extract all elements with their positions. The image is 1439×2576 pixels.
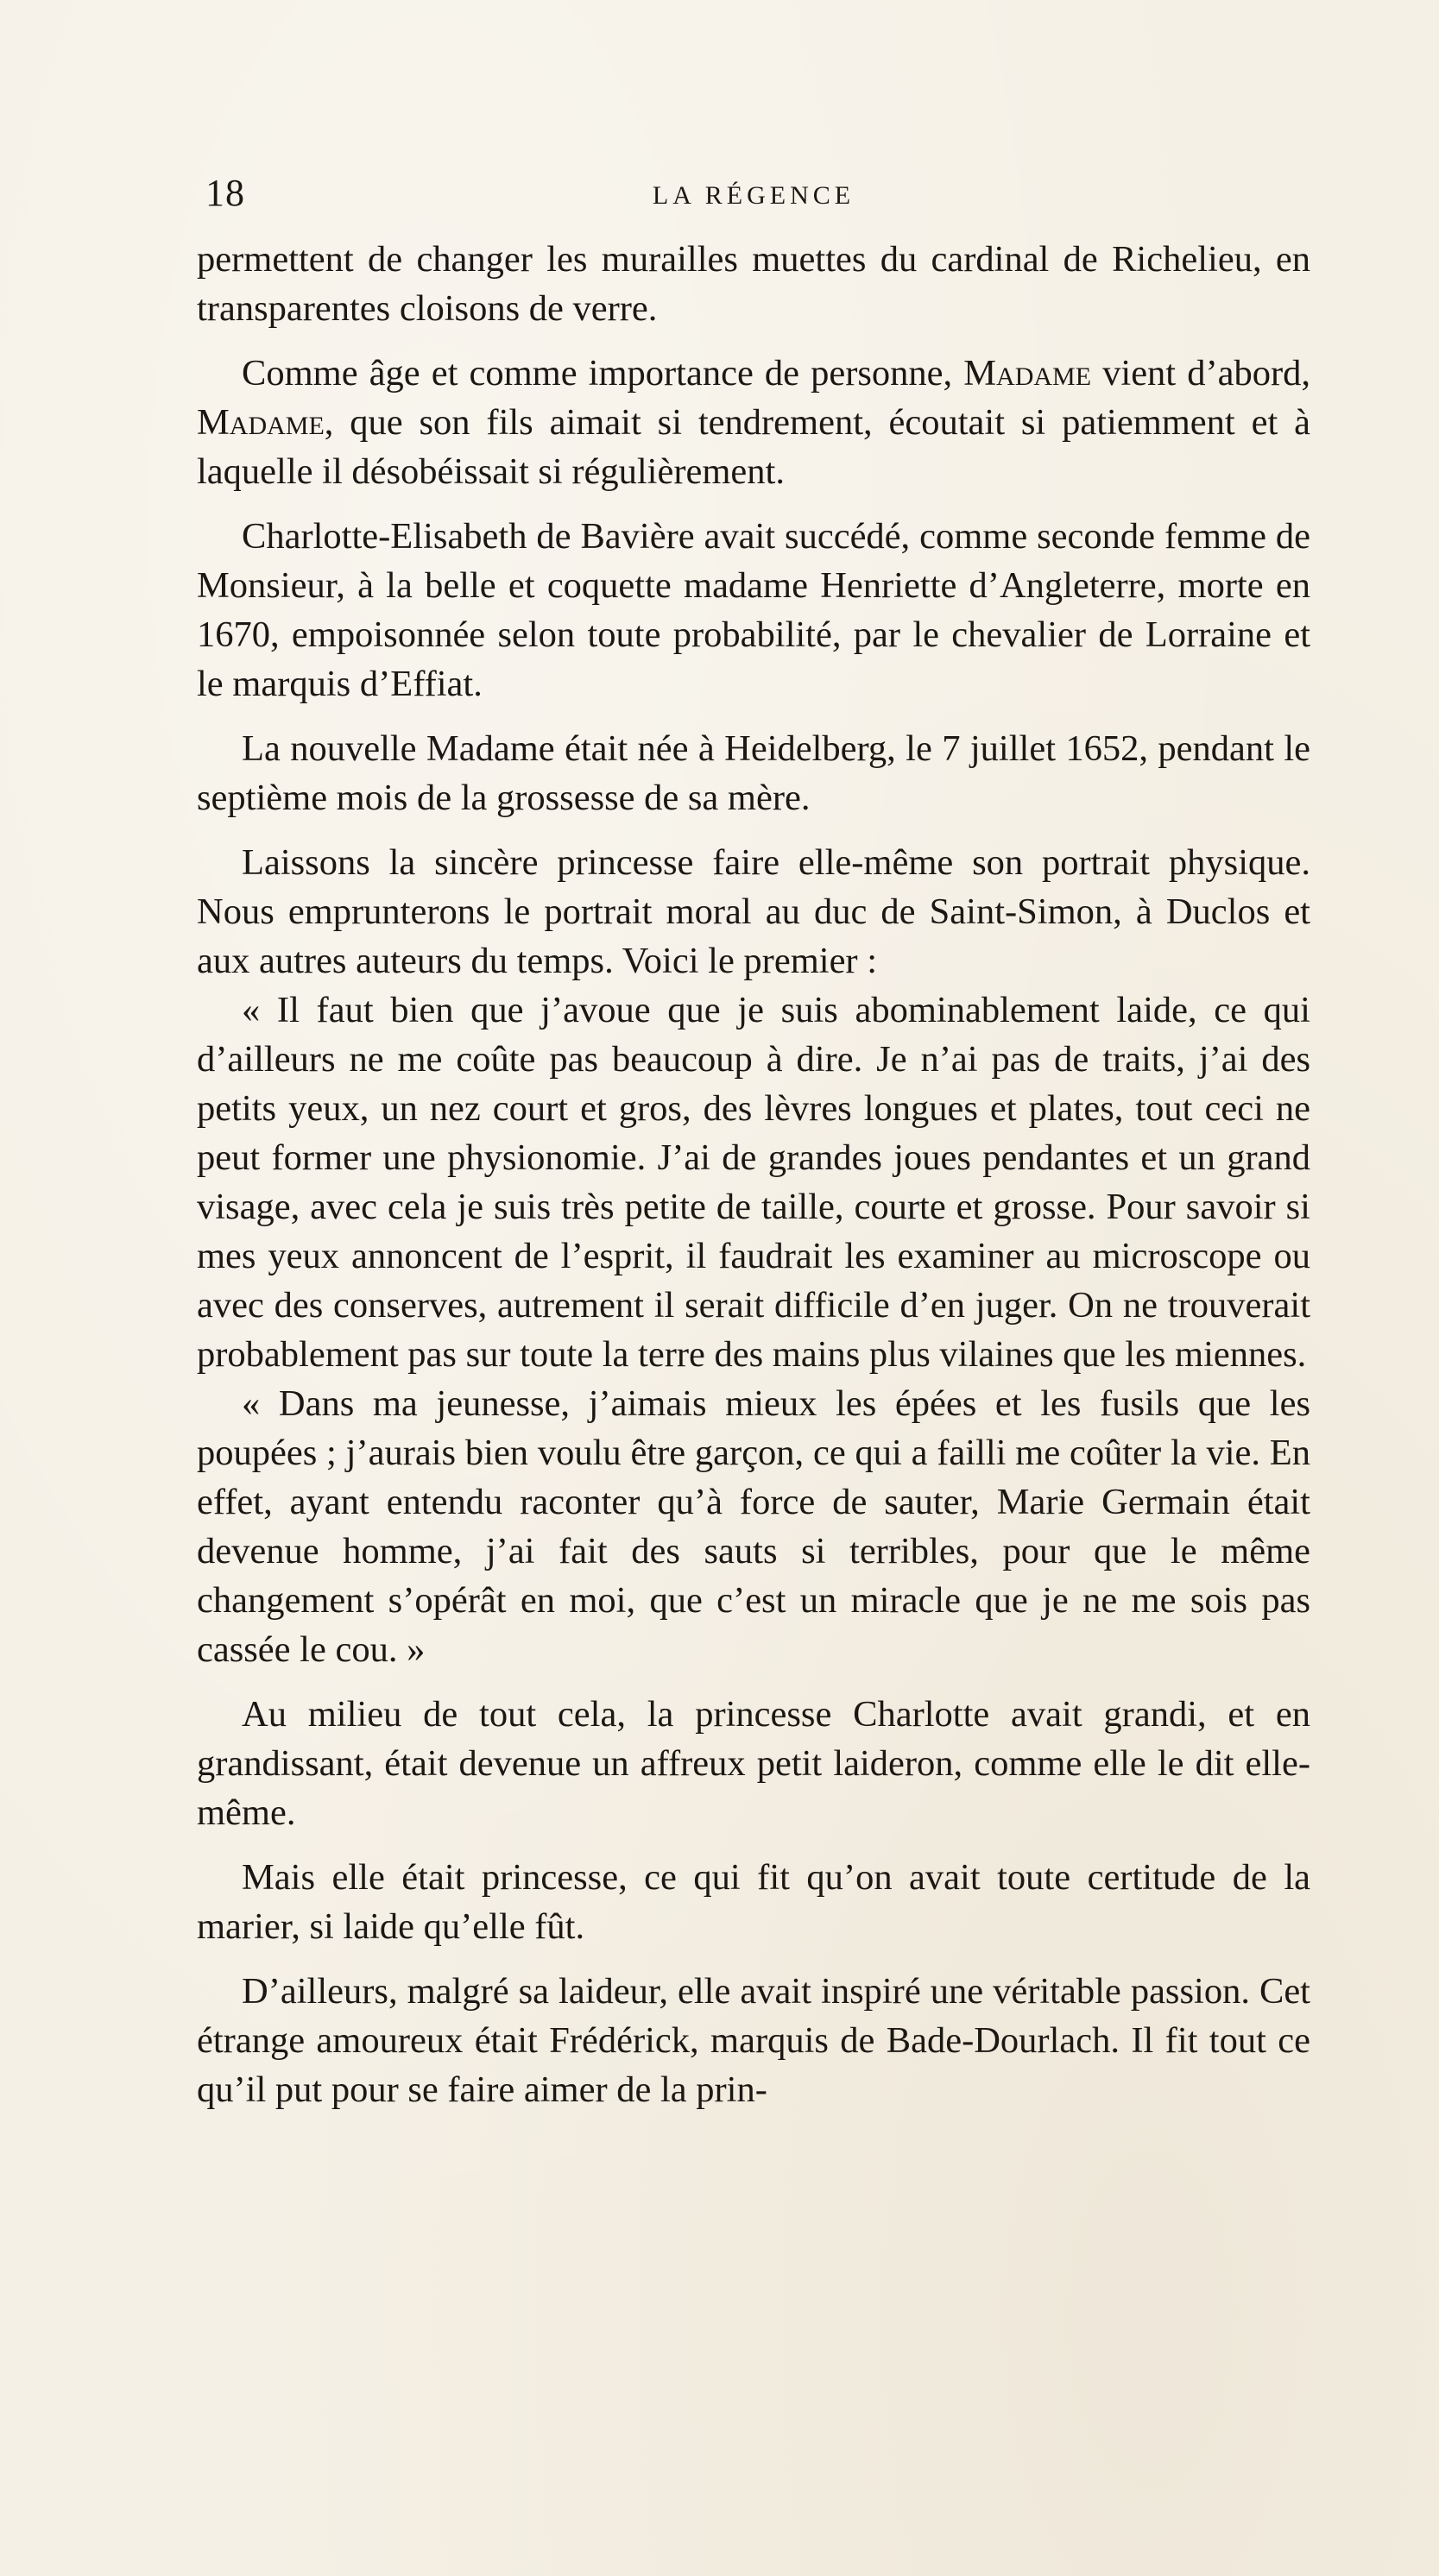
paragraph-madame-after: , que son fils aimait si tendrement, écoutait si patiemment et à laquelle il désobéissait si régulièrement. xyxy=(197,402,1310,492)
paragraph-madame-before: Comme âge et comme importance de personne, xyxy=(242,353,964,394)
quote-youth: « Dans ma jeunesse, j’aimais mieux les épées et les fusils que les poupées ; j’aurais bien voulu être garçon, ce qui a failli me coûter la vie. En effet, ayant entendu raconter qu’à force de sauter, Marie Germain était devenue homme, j’ai fait des sauts si terribles, pour que le même changement s’opérât en moi, que c’est un miracle que je ne me sois pas cassée le cou. » xyxy=(197,1383,1310,1670)
paragraph-charlotte-elisabeth: Charlotte-Elisabeth de Bavière avait succédé, comme seconde femme de Monsieur, à la belle et coquette madame Henriette d’Angleterre, morte en 1670, empoisonnée selon toute probabilité, par le chevalier de Lorraine et le marquis d’Effiat. xyxy=(197,516,1310,704)
body-text xyxy=(197,235,1310,2130)
paragraph-continuation: permettent de changer les murailles muettes du cardinal de Richelieu, en transparentes cloisons de verre. xyxy=(197,239,1310,329)
page-number: 18 xyxy=(205,172,245,214)
paragraph-bade-dourlach: D’ailleurs, malgré sa laideur, elle avait inspiré une véritable passion. Cet étrange amoureux était Frédérick, marquis de Bade-Dourlach. Il fit tout ce qu’il put pour se faire aimer de la prin- xyxy=(197,1971,1310,2110)
quote-self-portrait: « Il faut bien que j’avoue que je suis abominablement laide, ce qui d’ailleurs ne me coûte pas beaucoup à dire. Je n’ai pas de traits, j’ai des petits yeux, un nez court et gros, des lèvres longues et plates, tout ceci ne peut former une physionomie. J’ai de grandes joues pendantes et un grand visage, avec cela je suis très petite de taille, courte et grosse. Pour savoir si mes yeux annoncent de l’esprit, il faudrait les examiner au microscope ou avec des conserves, autrement il serait difficile d’en juger. On ne trouverait probablement pas sur toute la terre des mains plus vilaines que les miennes. xyxy=(197,990,1310,1375)
paragraph-madame-middle: vient d’abord, xyxy=(1091,353,1310,394)
running-title: LA RÉGENCE xyxy=(652,181,855,210)
madame-name-smallcaps: Madame xyxy=(963,353,1092,394)
paragraph-heidelberg: La nouvelle Madame était née à Heidelberg, le 7 juillet 1652, pendant le septième mois de la grossesse de sa mère. xyxy=(197,728,1310,818)
paragraph-grandi: Au milieu de tout cela, la princesse Charlotte avait grandi, et en grandissant, était devenue un affreux petit laideron, comme elle le dit elle-même. xyxy=(197,1694,1310,1833)
paragraph-portrait-intro: Laissons la sincère princesse faire elle-même son portrait physique. Nous emprunterons le portrait moral au duc de Saint-Simon, à Duclos et aux autres auteurs du temps. Voici le premier : xyxy=(197,842,1310,981)
madame-name-smallcaps: Madame xyxy=(197,402,325,443)
paragraph-madame xyxy=(197,349,1310,496)
paragraph-princesse: Mais elle était princesse, ce qui fit qu’on avait toute certitude de la marier, si laide qu’elle fût. xyxy=(197,1857,1310,1947)
running-head xyxy=(197,171,1310,223)
